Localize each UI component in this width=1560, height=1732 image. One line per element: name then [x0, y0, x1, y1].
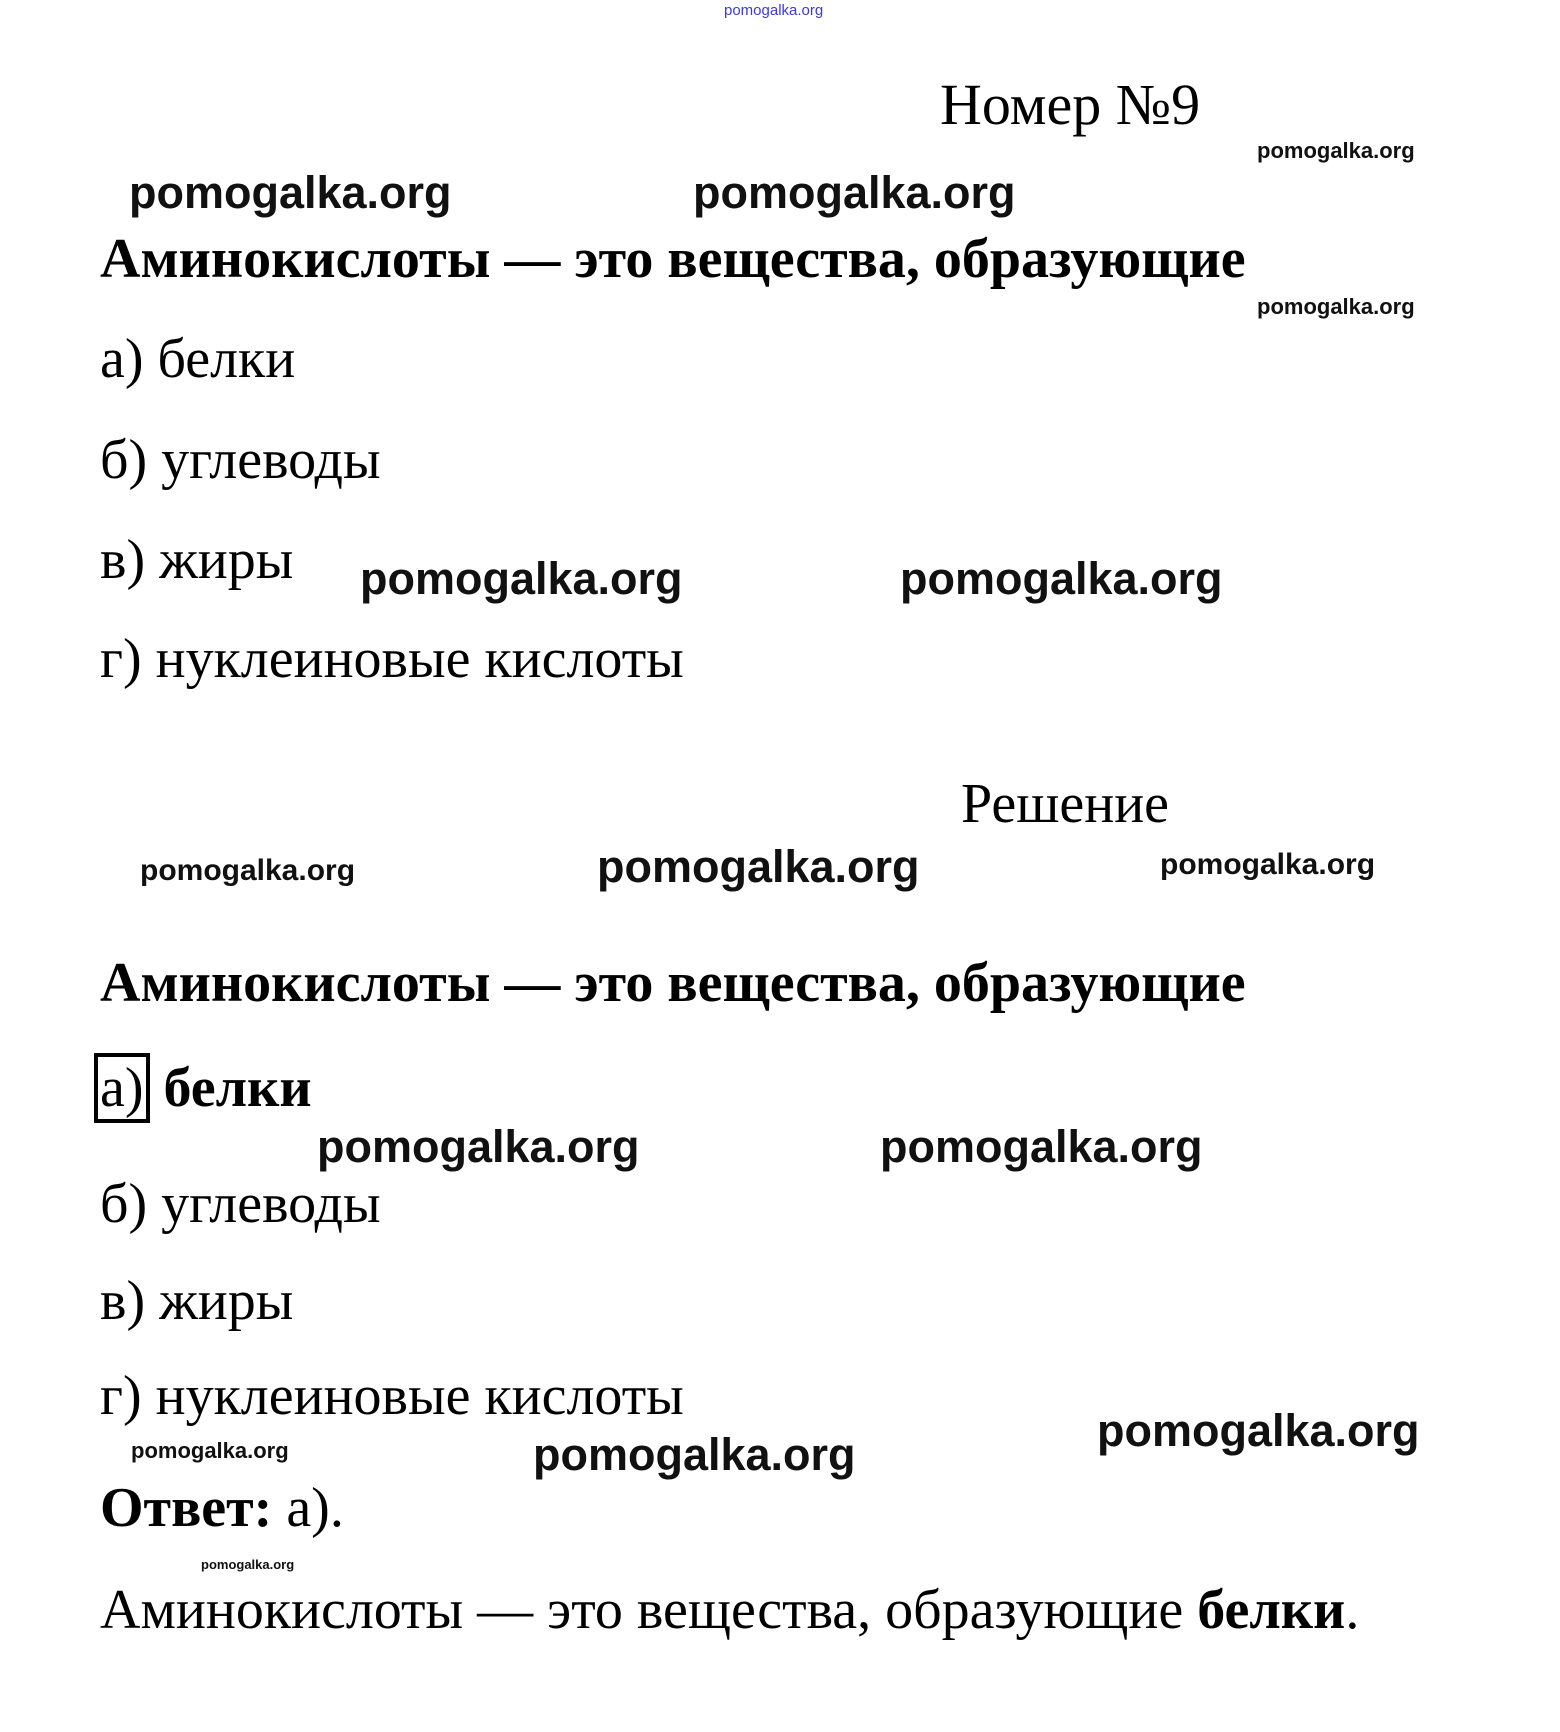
watermark: pomogalka.org	[129, 167, 452, 218]
solution-option-d: г) нуклеиновые кислоты	[100, 1365, 684, 1427]
solution-option-b: б) углеводы	[100, 1173, 381, 1235]
watermark: pomogalka.org	[1257, 138, 1415, 163]
watermark: pomogalka.org	[1097, 1405, 1420, 1456]
answer-line	[100, 1477, 344, 1539]
watermark: pomogalka.org	[317, 1121, 640, 1172]
watermark: pomogalka.org	[533, 1429, 856, 1480]
watermark: pomogalka.org	[140, 854, 356, 887]
page-title: Номер №9	[940, 72, 1201, 137]
selected-option-text: белки	[163, 1057, 312, 1119]
selected-option	[100, 1057, 312, 1119]
solution-option-c: в) жиры	[100, 1270, 294, 1332]
explanation-prefix: Аминокислоты — это вещества, образующие	[100, 1579, 1184, 1641]
solution-stem: Аминокислоты — это вещества, образующие	[100, 952, 1246, 1014]
explanation	[100, 1579, 1360, 1641]
explanation-suffix: .	[1345, 1579, 1360, 1641]
answer-value: а).	[286, 1477, 344, 1539]
watermark: pomogalka.org	[900, 553, 1223, 604]
watermark[interactable]: pomogalka.org	[724, 2, 824, 19]
watermark: pomogalka.org	[597, 841, 920, 892]
watermark: pomogalka.org	[131, 1438, 289, 1463]
watermark: pomogalka.org	[360, 553, 683, 604]
option-a: а) белки	[100, 328, 296, 390]
watermark: pomogalka.org	[693, 167, 1016, 218]
watermark: pomogalka.org	[1257, 294, 1415, 319]
option-d: г) нуклеиновые кислоты	[100, 628, 684, 690]
watermark: pomogalka.org	[1160, 848, 1376, 881]
answer-label: Ответ:	[100, 1477, 273, 1539]
option-c: в) жиры	[100, 529, 294, 591]
watermark: pomogalka.org	[201, 1557, 295, 1572]
solution-heading: Решение	[961, 773, 1170, 835]
watermark: pomogalka.org	[880, 1121, 1203, 1172]
question-stem: Аминокислоты — это вещества, образующие	[100, 228, 1246, 290]
selected-marker-box: а)	[94, 1053, 150, 1123]
explanation-bold: белки	[1197, 1579, 1346, 1641]
option-b: б) углеводы	[100, 429, 381, 491]
